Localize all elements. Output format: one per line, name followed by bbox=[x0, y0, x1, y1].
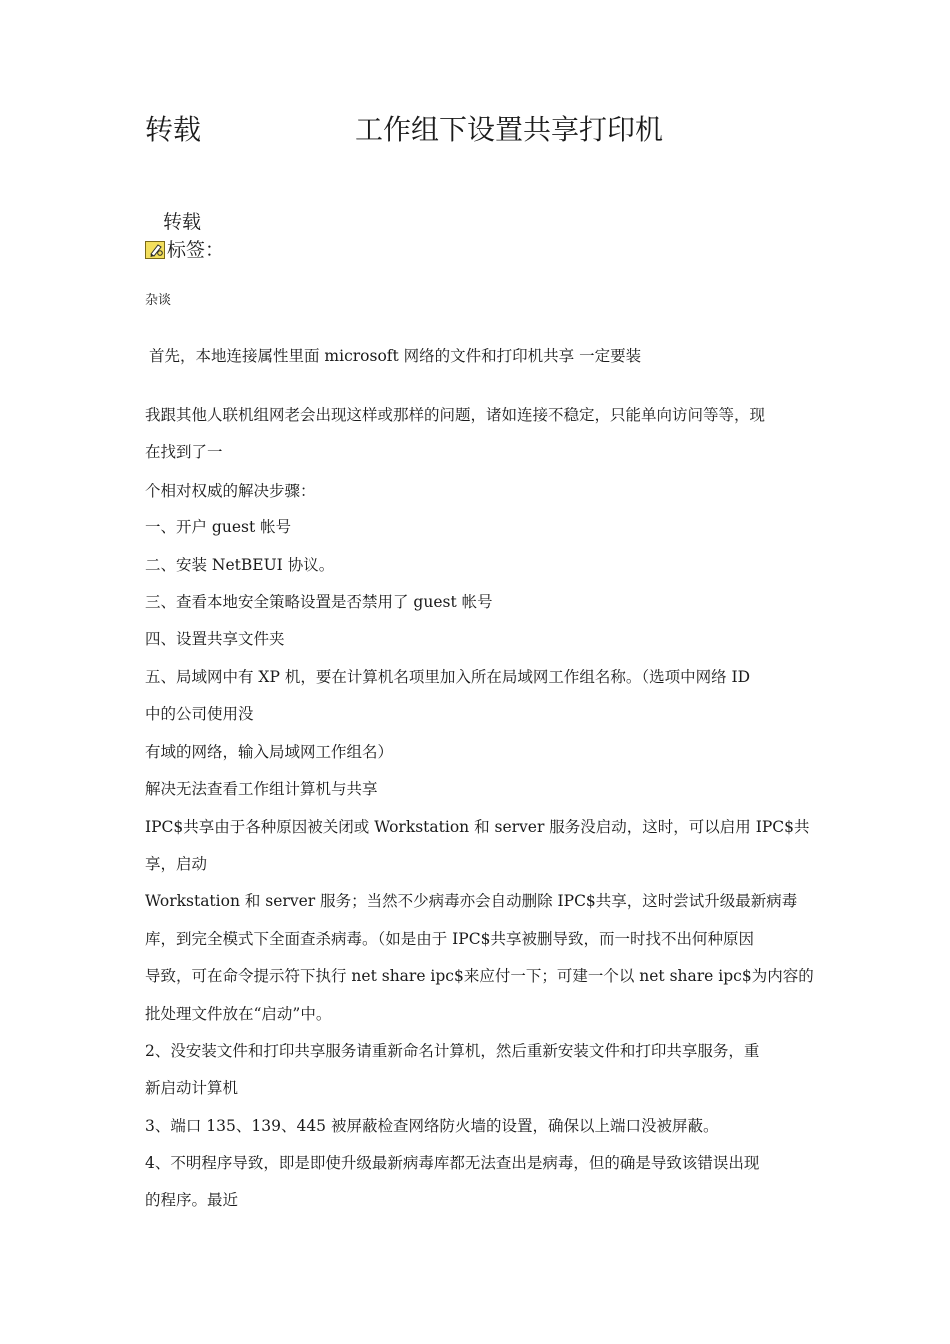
body-line: 享，启动 bbox=[145, 855, 208, 873]
body-line: 有域的网络，输入局域网工作组名） bbox=[145, 743, 394, 761]
body-line: Workstation 和 server 服务；当然不少病毒亦会自动删除 IPC$共享，这时尝试升级最新病毒 bbox=[145, 892, 798, 910]
body-line: 我跟其他人联机组网老会出现这样或那样的问题，诸如连接不稳定，只能单向访问等等，现 bbox=[145, 406, 766, 424]
tag-pencil-icon bbox=[145, 241, 165, 259]
page-title: 工作组下设置共享打印机 bbox=[355, 113, 664, 146]
body-line: 导致，可在命令提示符下执行 net share ipc$来应付一下；可建一个以 net share ipc$为内容的 bbox=[145, 967, 814, 985]
body-line: 五、局域网中有 XP 机，要在计算机名项里加入所在局域网工作组名称。（选项中网络 ID bbox=[145, 668, 751, 686]
body-line: 新启动计算机 bbox=[145, 1079, 239, 1097]
title-repost: 转载 bbox=[145, 113, 202, 146]
body-line: 的程序。最近 bbox=[145, 1191, 239, 1209]
repost-label: 转载 bbox=[163, 211, 202, 233]
body-line: IPC$共享由于各种原因被关闭或 Workstation 和 server 服务没启动，这时，可以启用 IPC$共 bbox=[145, 818, 810, 836]
body-line: 库，到完全模式下全面查杀病毒。（如是由于 IPC$共享被删导致，而一时找不出何种原因 bbox=[145, 930, 754, 948]
body-line: 批处理文件放在“启动”中。 bbox=[145, 1005, 332, 1023]
body-line: 在找到了一 bbox=[145, 443, 223, 461]
body-line: 3、端口 135、139、445 被屏蔽检查网络防火墙的设置，确保以上端口没被屏蔽。 bbox=[145, 1117, 719, 1135]
tags-label: 标签： bbox=[167, 239, 225, 261]
body-line: 一、开户 guest 帐号 bbox=[145, 518, 292, 536]
body-line: 中的公司使用没 bbox=[145, 705, 254, 723]
body-line: 2、没安装文件和打印共享服务请重新命名计算机，然后重新安装文件和打印共享服务，重 bbox=[145, 1042, 760, 1060]
body-line: 四、设置共享文件夹 bbox=[145, 630, 285, 648]
intro-paragraph: 首先，本地连接属性里面 microsoft 网络的文件和打印机共享 一定要装 bbox=[149, 347, 642, 365]
body-line: 4、不明程序导致，即是即使升级最新病毒库都无法查出是病毒，但的确是导致该错误出现 bbox=[145, 1154, 760, 1172]
tags-row bbox=[145, 238, 224, 262]
body-line: 三、查看本地安全策略设置是否禁用了 guest 帐号 bbox=[145, 593, 493, 611]
body-line: 二、安装 NetBEUI 协议。 bbox=[145, 556, 335, 574]
body-line: 个相对权威的解决步骤： bbox=[145, 482, 316, 500]
body-line: 解决无法查看工作组计算机与共享 bbox=[145, 780, 378, 798]
tag-value: 杂谈 bbox=[145, 293, 172, 308]
